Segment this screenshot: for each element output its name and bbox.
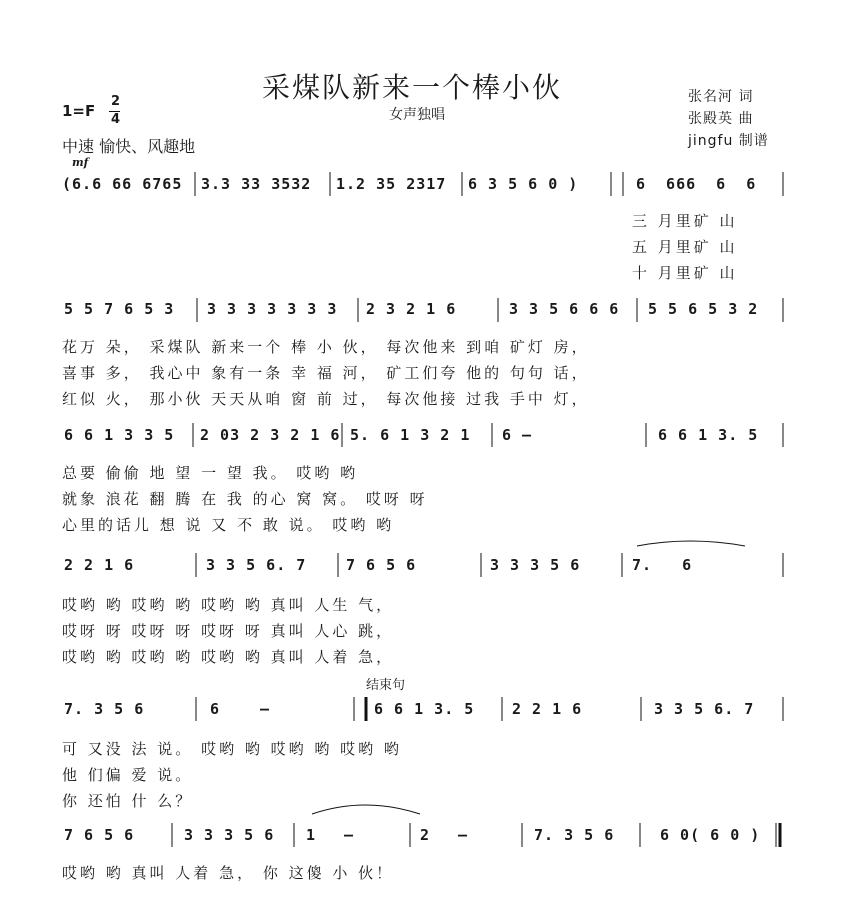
- row1-measure-2: 3.3 33 3532: [201, 175, 312, 193]
- row2-measure-5: 5 5 6 5 3 2: [648, 300, 759, 318]
- row6-measure-4: 2 –: [420, 826, 469, 844]
- time-signature-bottom: 4: [111, 112, 121, 127]
- row4-measure-4: 3 3 3 5 6: [490, 556, 581, 574]
- key-signature: 1=F: [62, 102, 96, 120]
- row1-lyric-3: 十 月里矿 山: [632, 264, 738, 282]
- row1-measure-3: 1.2 35 2317: [336, 175, 447, 193]
- row5-lyric-3: 你 还怕 什 么？: [62, 792, 194, 810]
- row5-measure-2: 6 –: [210, 700, 271, 718]
- row6-measure-2: 3 3 3 5 6: [184, 826, 275, 844]
- row3-measure-5: 6 6 1 3. 5: [658, 426, 759, 444]
- row4-lyric-1: 哎哟 哟 哎哟 哟 哎哟 哟 真叫 人生 气，: [62, 596, 395, 614]
- row3-measure-3: 5. 6 1 3 2 1: [350, 426, 471, 444]
- row4-measure-2: 3 3 5 6. 7: [206, 556, 307, 574]
- row2-measure-1: 5 5 7 6 5 3: [64, 300, 175, 318]
- time-signature-top: 2: [111, 94, 121, 109]
- tempo-marking: 中速 愉快、风趣地: [62, 137, 196, 156]
- row5-measure-4: 2 2 1 6: [512, 700, 583, 718]
- row5-measure-3: 6 6 1 3. 5: [374, 700, 475, 718]
- row2-lyric-2: 喜事 多， 我心中 象有一条 幸 福 河， 矿工们夸 他的 句句 话，: [62, 364, 590, 382]
- row6-measure-5: 7. 3 5 6: [534, 826, 615, 844]
- song-title: 采煤队新来一个棒小伙: [262, 71, 563, 104]
- ending-marker: 结束句: [366, 678, 406, 693]
- row3-lyric-3: 心里的话儿 想 说 又 不 敢 说。 哎哟 哟: [62, 516, 395, 534]
- row5-lyric-1: 可 又没 法 说。 哎哟 哟 哎哟 哟 哎哟 哟: [62, 740, 402, 758]
- row5-measure-1: 7. 3 5 6: [64, 700, 145, 718]
- row5-lyric-2: 他 们偏 爱 说。: [62, 766, 194, 784]
- credit-transcriber: jingfu 制谱: [688, 133, 769, 149]
- row4-measure-5: 7. 6: [632, 556, 693, 574]
- row3-measure-1: 6 6 1 3 3 5: [64, 426, 175, 444]
- row3-lyric-2: 就象 浪花 翻 腾 在 我 的心 窝 窝。 哎呀 呀: [62, 490, 428, 508]
- row2-measure-3: 2 3 2 1 6: [366, 300, 457, 318]
- credit-lyricist: 张名河 词: [688, 89, 754, 105]
- row3-measure-2: 2 03 2 3 2 1 6: [200, 426, 341, 444]
- row4-measure-3: 7 6 5 6: [346, 556, 417, 574]
- row4-lyric-3: 哎哟 哟 哎哟 哟 哎哟 哟 真叫 人着 急，: [62, 648, 395, 666]
- row2-measure-4: 3 3 5 6 6 6: [509, 300, 620, 318]
- row6-lyric-1: 哎哟 哟 真叫 人着 急， 你 这傻 小 伙！: [62, 864, 395, 882]
- song-subtitle: 女声独唱: [389, 107, 445, 123]
- row6-measure-1: 7 6 5 6: [64, 826, 135, 844]
- row3-lyric-1: 总要 偷偷 地 望 一 望 我。 哎哟 哟: [62, 464, 359, 482]
- row4-lyric-2: 哎呀 呀 哎呀 呀 哎呀 呀 真叫 人心 跳，: [62, 622, 395, 640]
- dynamic-marking: mf: [72, 156, 89, 169]
- row6-measure-6: 6 0( 6 0 ): [660, 826, 761, 844]
- credit-composer: 张殿英 曲: [688, 111, 754, 127]
- row1-measure-5: 6 666 6 6: [636, 175, 757, 193]
- row3-measure-4: 6 –: [502, 426, 533, 444]
- row1-lyric-2: 五 月里矿 山: [632, 238, 738, 256]
- row4-measure-1: 2 2 1 6: [64, 556, 135, 574]
- row2-lyric-3: 红似 火， 那小伙 天天从咱 窗 前 过， 每次他接 过我 手中 灯，: [62, 390, 590, 408]
- row6-measure-3: 1 –: [306, 826, 355, 844]
- row2-lyric-1: 花万 朵， 采煤队 新来一个 棒 小 伙， 每次他来 到咱 矿灯 房，: [62, 338, 590, 356]
- row2-measure-2: 3 3 3 3 3 3 3: [207, 300, 338, 318]
- row1-measure-1: (6.6 66 6765: [62, 175, 183, 193]
- row1-lyric-1: 三 月里矿 山: [632, 212, 738, 230]
- row1-measure-4: 6 3 5 6 0 ): [468, 175, 579, 193]
- row5-measure-5: 3 3 5 6. 7: [654, 700, 755, 718]
